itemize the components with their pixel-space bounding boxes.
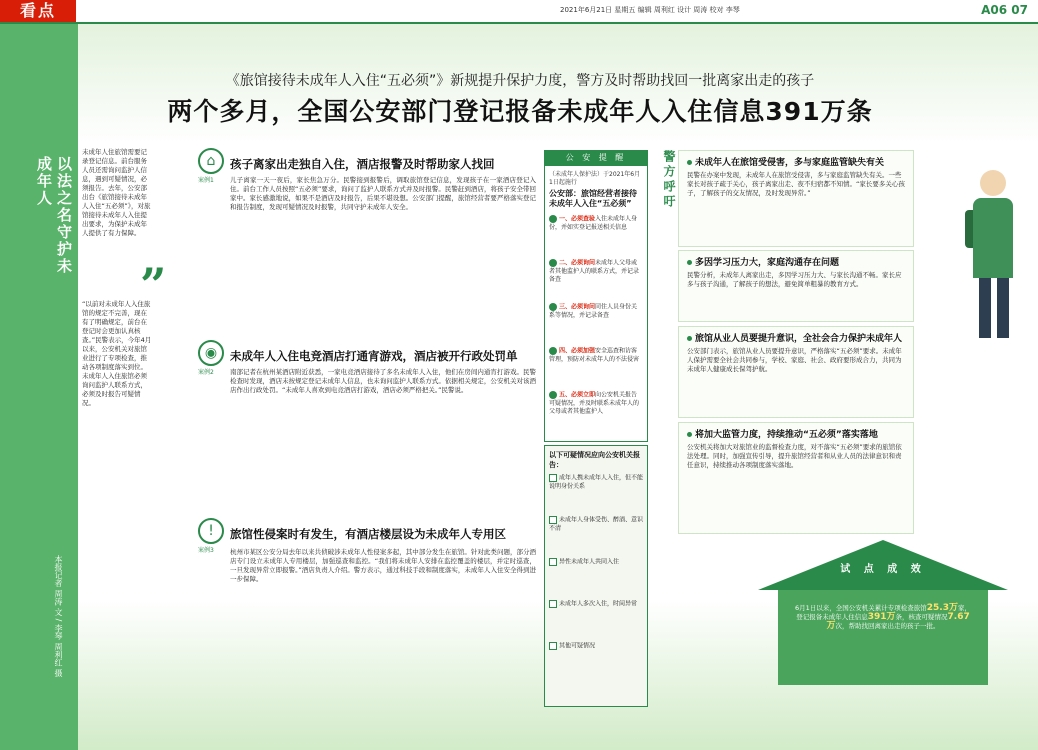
case2-tag: 案例2 <box>198 369 214 376</box>
child-illustration <box>955 150 1025 450</box>
results-house-graphic <box>768 540 998 685</box>
case1-tag: 案例1 <box>198 177 214 184</box>
vertical-column-title: 以法之名守护未成年人 <box>35 156 73 275</box>
results-title: 试 点 成 效 <box>840 564 926 575</box>
rule-item: 四、必须加强安全巡查和访客管理，预防对未成年人的不法侵害 <box>549 347 640 363</box>
rule-item: 一、必须查验入住未成年人身份，并如实登记报送相关信息 <box>549 215 638 231</box>
bullet-icon <box>549 347 557 355</box>
checklist-item: 其他可疑情况 <box>549 642 643 651</box>
bullet-icon <box>549 215 557 223</box>
case1-text: 儿子离家一天一夜后，家长焦急万分。民警接到报警后，调取旅馆登记信息，发现孩子在一家酒店登记入住。前台工作人员按照“五必须”要求，询问了监护人联系方式并及时报警。民警赶到酒店，将孩子安全带回家中。家长感激地说，如果不是酒店及时报告，后果不堪设想。公安部门提醒，旅馆经营者要严格落实登记和报告制度，发现可疑情况及时报警，共同守护未成年人安全。 <box>230 176 536 211</box>
checkbox-icon <box>549 558 557 566</box>
checklist-item: 异性未成年人共同入住 <box>549 558 643 567</box>
section-label: 看点 <box>0 0 76 22</box>
rule-item: 三、必须询问同住人员身份关系等情况，并记录备查 <box>549 303 638 319</box>
intro-text: 未成年人住旅馆需要记录登记信息。前台服务人员还需询问监护人信息，遇到可疑情况，必须报告。去年，公安部出台《旅馆接待未成年人入住“五必须”》，对旅馆接待未成年人入住提出要求，为保护未成年人提供了有力保障。 <box>82 148 151 237</box>
panel-family-supervision <box>678 150 914 247</box>
gamepad-icon: ◉ <box>198 340 224 366</box>
rule-item: 二、必须询问未成年人父母或者其他监护人的联系方式，并记录备查 <box>549 259 640 283</box>
main-headline: 两个多月，全国公安部门登记报备未成年人入住信息391万条 <box>167 97 873 126</box>
rule-item: 五、必须立即向公安机关报告可疑情况，并及时联系未成年人的父母或者其他监护人 <box>549 391 640 415</box>
case3-tag: 案例3 <box>198 547 214 554</box>
case3-title: 旅馆性侵案时有发生，有酒店楼层设为未成年人专用区 <box>230 527 506 541</box>
police-reminder-box <box>544 150 648 442</box>
checklist-item: 未成年人多次入住，时间异常 <box>549 600 643 609</box>
bullet-icon <box>549 259 557 267</box>
panel-text: 民警在办案中发现，未成年人在旅馆受侵害，多与家庭监管缺失有关。一些家长对孩子疏于关心，孩子离家出走、夜不归宿都不知情。“家长要多关心孩子，了解孩子的交友情况，及时发现异常。” <box>687 171 905 197</box>
case2-title: 未成年人入住电竞酒店打通宵游戏，酒店被开行政处罚单 <box>230 349 518 363</box>
warning-icon: ! <box>198 518 224 544</box>
case3-text: 杭州市某区公安分局去年以来共侦破涉未成年人性侵案多起，其中部分发生在旅馆。针对此类问题，部分酒店专门设立未成年人专用楼层，加强巡查和监控。“我们将未成年人安排在监控覆盖的楼层，并定时巡查，一旦发现异常立即报警。”酒店负责人介绍。警方表示，通过科技手段和制度落实，未成年人入住安全得到进一步保障。 <box>230 548 536 583</box>
panel-staff-awareness <box>678 326 914 418</box>
bullet-icon <box>549 391 557 399</box>
panel-supervision <box>678 422 914 534</box>
panel-title: 多因学习压力大，家庭沟通存在问题 <box>687 255 839 268</box>
results-text: 6月1日以来，全国公安机关累计专项检查旅馆25.3万家，登记报备未成年人住信息391万条，核查可疑情况7.67万次，帮助找回离家出走的孩子一批。 <box>795 603 971 631</box>
reminder-source: （未成年人保护法）于2021年6月1日起施行 <box>549 171 641 186</box>
case2-text: 南部记者在杭州某酒店附近获悉，一家电竞酒店接待了多名未成年人入住，他们在房间内通宵打游戏。民警检查时发现，酒店未按规定登记未成年人信息，也未询问监护人联系方式。依据相关规定，公安机关对该酒店作出行政处罚。“未成年人喜欢到电竞酒店打游戏，酒店必须严格把关。”民警说。 <box>230 368 536 394</box>
page-header <box>0 0 1038 24</box>
subtitle: 《旅馆接待未成年人入住“五必须”》新规提升保护力度，警方及时帮助找回一批离家出走的孩子 <box>225 73 815 89</box>
quote-mark: ” <box>140 258 167 312</box>
byline: 本报记者 周涛 文 / 李琴 周利红 摄 <box>54 555 63 677</box>
bullet-icon <box>549 303 557 311</box>
panel-title: 旅馆从业人员要提升意识，全社会合力保护未成年人 <box>687 331 902 344</box>
panel-text: 公安部门表示，旅馆从业人员要提升意识，严格落实“五必须”要求。未成年人保护需要全社会共同参与，学校、家庭、社会、政府要形成合力，共同为未成年人健康成长保驾护航。 <box>687 347 902 373</box>
house-icon: ⌂ <box>198 148 224 174</box>
reminder-title: 公安部：旅馆经营者接待未成年人入住“五必须” <box>549 189 637 208</box>
checklist-title: 以下可疑情况应向公安机关报告： <box>549 451 640 469</box>
reminder-header: 公 安 提 醒 <box>544 150 648 166</box>
page-number: A06 07 <box>981 3 1028 17</box>
panel-text: 民警分析，未成年人离家出走，多因学习压力大、与家长沟通不畅。家长应多与孩子沟通，了解孩子的想法，避免简单粗暴的教育方式。 <box>687 271 902 288</box>
checkbox-icon <box>549 600 557 608</box>
case1-title: 孩子离家出走独自入住，酒店报警及时帮助家人找回 <box>230 157 495 171</box>
police-appeal-label: 警方呼吁 <box>662 150 676 210</box>
intro-body: “以前对未成年人入住旅馆的规定不完善，现在有了明确规定，前台在登记时会更加认真核查。”民警表示，今年4月以来，公安机关对旅馆业进行了专项检查，推动各项制度落实到位。未成年人入住旅馆必须询问监护人联系方式，必须及时报告可疑情况。 <box>82 300 152 407</box>
panel-title: 将加大监管力度，持续推动“五必须”落实落地 <box>687 427 878 440</box>
suspicious-checklist <box>544 445 648 707</box>
checklist-item: 未成年人身体受伤、醉酒、意识不清 <box>549 516 644 532</box>
checkbox-icon <box>549 642 557 650</box>
panel-study-pressure <box>678 250 914 322</box>
checkbox-icon <box>549 474 557 482</box>
checklist-item: 成年人携未成年人入住，但不能说明身份关系 <box>549 474 644 490</box>
checkbox-icon <box>549 516 557 524</box>
panel-text: 公安机关将加大对旅馆业的监督检查力度，对不落实“五必须”要求的旅馆依法处理。同时，加强宣传引导，提升旅馆经营者和从业人员的法律意识和责任意识，持续推动各项制度落实落地。 <box>687 443 902 469</box>
header-info: 2021年6月21日 星期五 编辑 周利红 设计 周涛 校对 李琴 <box>560 6 740 14</box>
panel-title: 未成年人在旅馆受侵害，多与家庭监管缺失有关 <box>687 155 884 168</box>
